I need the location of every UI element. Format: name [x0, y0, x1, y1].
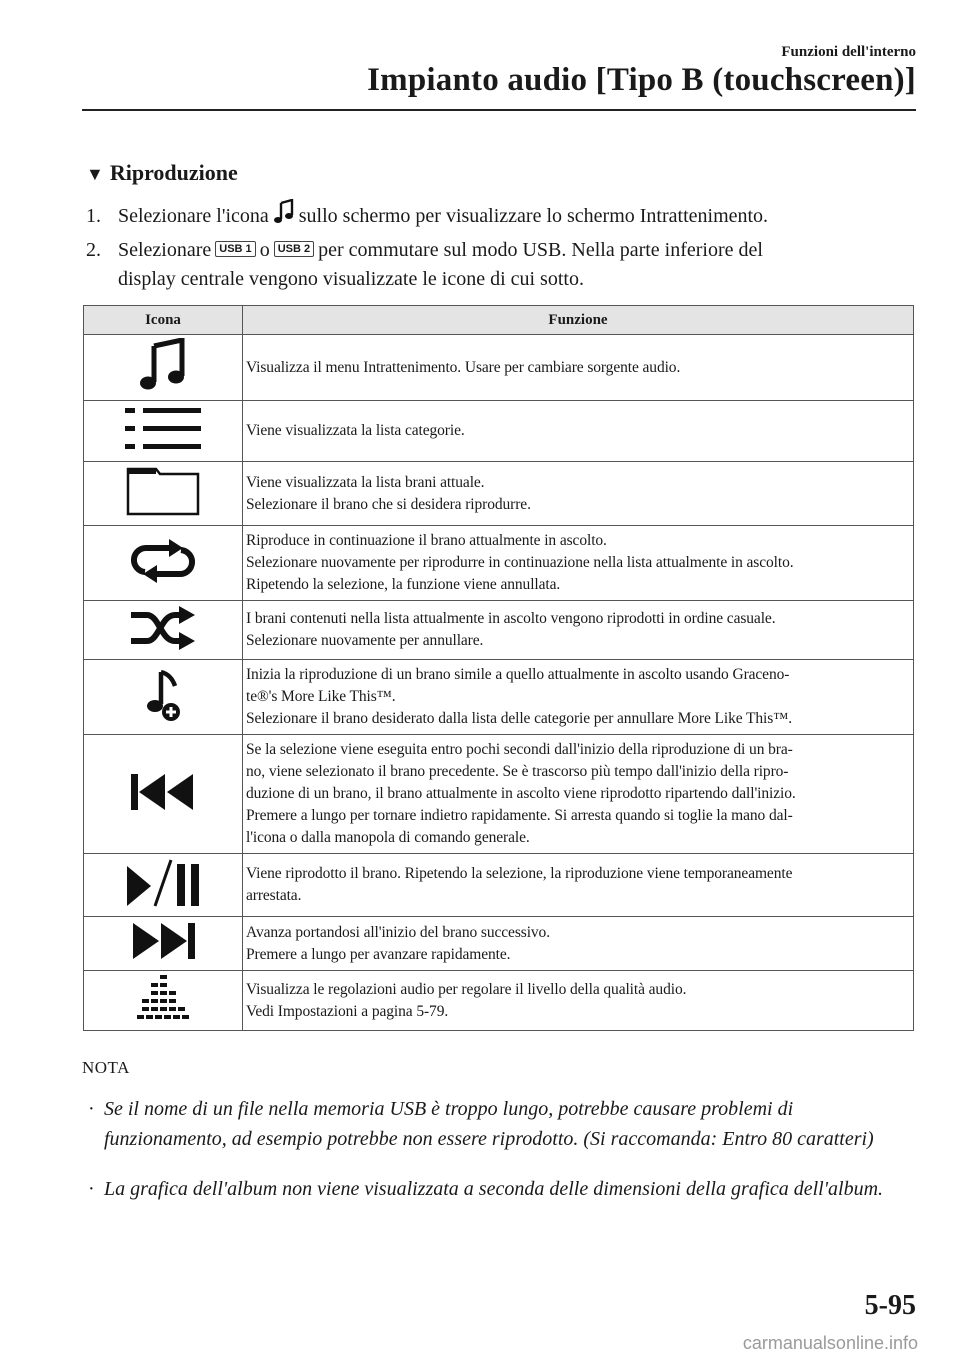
table-row: [84, 735, 914, 854]
description-line: Avanza portandosi all'inizio del brano successivo.: [246, 923, 550, 941]
bullet-icon: ·: [88, 1178, 95, 1200]
description-line: no, viene selezionato il brano precedente. Se è trascorso più tempo dall'inizio della ripro-: [246, 763, 789, 780]
description-line: Viene visualizzata la lista categorie.: [246, 422, 465, 439]
step-text: o: [259, 239, 270, 261]
music-note-icon: [138, 379, 188, 396]
equalizer-icon: [135, 1010, 191, 1027]
watermark: carmanualsonline.info: [742, 1333, 918, 1353]
usb1-badge: USB 1: [215, 241, 255, 257]
description-line: Selezionare nuovamente per annullare.: [246, 632, 484, 649]
table-header-row: [84, 306, 914, 335]
function-description: [243, 526, 914, 601]
note-text: La grafica dell'album non viene visualizzata a seconda delle dimensioni della grafica dell'album.: [104, 1178, 884, 1200]
description-line: Selezionare il brano desiderato dalla lista delle categorie per annullare More Like This™.: [246, 710, 793, 727]
description-line: Inizia la riproduzione di un brano simile a quello attualmente in ascolto usando Graceno-: [246, 666, 790, 683]
function-description: [243, 462, 914, 526]
table-row: [84, 335, 914, 401]
note-text: Se il nome di un file nella memoria USB è troppo lungo, potrebbe causare problemi di funzionamento, ad esempio potrebbe non essere riprodotto. (Si raccomanda: Entro 80 caratteri): [104, 1098, 874, 1150]
folder-icon: [126, 503, 200, 520]
table-row: [84, 660, 914, 735]
step-number: 1.: [86, 205, 101, 227]
repeat-icon: [131, 571, 195, 588]
step-text: Selezionare l'icona: [118, 205, 269, 227]
description-line: duzione di un brano, il brano attualmente in ascolto viene riprodotto ripartendo dall'inizio.: [246, 785, 796, 802]
function-description: [243, 917, 914, 971]
function-description: [243, 854, 914, 917]
description-line: Ripetendo la selezione, la funzione viene annullata.: [246, 576, 561, 593]
section-heading: [86, 160, 238, 186]
triangle-down-icon: ▼: [86, 164, 104, 184]
list-icon: [123, 439, 203, 456]
header-section-label: Funzioni dell'interno: [781, 44, 916, 60]
page-number: 5-95: [864, 1290, 916, 1321]
header-divider: [82, 109, 916, 111]
description-line: Visualizza le regolazioni audio per regolare il livello della qualità audio.: [246, 980, 687, 998]
description-line: Visualizza il menu Intrattenimento. Usare per cambiare sorgente audio.: [246, 358, 681, 376]
description-line: Premere a lungo per tornare indietro rapidamente. Si arresta quando si toglie la mano dal-: [246, 807, 793, 824]
step-text: sullo schermo per visualizzare lo schermo Intrattenimento.: [298, 205, 769, 227]
description-line: Selezionare nuovamente per riprodurre in continuazione nella lista attualmente in ascolto.: [246, 554, 794, 571]
description-line: Riproduce in continuazione il brano attualmente in ascolto.: [246, 532, 607, 549]
function-description: [243, 601, 914, 660]
table-row: [84, 601, 914, 660]
table-header-icon: Icona: [84, 306, 243, 335]
note-item: [88, 1174, 894, 1204]
step-number: 2.: [86, 239, 101, 261]
description-line: I brani contenuti nella lista attualmente in ascolto vengono riprodotti in ordine casuale.: [246, 610, 776, 627]
description-line: te®'s More Like This™.: [246, 688, 396, 705]
function-description: [243, 971, 914, 1031]
description-line: Se la selezione viene eseguita entro pochi secondi dall'inizio della riproduzione di un bra-: [246, 741, 793, 758]
table-row: [84, 917, 914, 971]
table-row: [84, 401, 914, 462]
play-pause-icon: [125, 895, 201, 912]
step-2-continued: display centrale vengono visualizzate le icone di cui sotto.: [118, 268, 584, 290]
description-line: arrestata.: [246, 887, 302, 904]
bullet-icon: ·: [88, 1098, 95, 1120]
function-description: [243, 401, 914, 462]
icon-function-table: [83, 305, 914, 1031]
music-note-icon: [273, 199, 295, 236]
description-line: Viene visualizzata la lista brani attuale.: [246, 473, 485, 491]
next-track-icon: [129, 948, 197, 965]
page-title: Impianto audio [Tipo B (touchscreen)]: [367, 62, 916, 98]
section-heading-text: Riproduzione: [109, 160, 238, 185]
note-title: NOTA: [82, 1058, 130, 1077]
table-row: [84, 462, 914, 526]
description-line: Vedi Impostazioni a pagina 5-79.: [246, 1002, 449, 1020]
more-like-this-icon: [143, 709, 183, 726]
table-row: [84, 854, 914, 917]
description-line: Premere a lungo per avanzare rapidamente.: [246, 945, 511, 963]
note-item: [88, 1094, 894, 1154]
function-description: [243, 335, 914, 401]
description-line: Selezionare il brano che si desidera riprodurre.: [246, 495, 531, 513]
usb2-badge: USB 2: [274, 241, 314, 257]
table-row: [84, 526, 914, 601]
table-row: [84, 971, 914, 1031]
previous-track-icon: [129, 799, 197, 816]
function-description: [243, 660, 914, 735]
step-text: per commutare sul modo USB. Nella parte inferiore del: [318, 239, 763, 261]
description-line: Viene riprodotto il brano. Ripetendo la selezione, la riproduzione viene temporaneamente: [246, 865, 793, 882]
description-line: l'icona o dalla manopola di comando generale.: [246, 829, 530, 846]
shuffle-icon: [129, 638, 197, 655]
function-description: [243, 735, 914, 854]
table-header-function: Funzione: [243, 306, 914, 335]
step-text: Selezionare: [118, 239, 212, 261]
step-1: [86, 199, 768, 236]
